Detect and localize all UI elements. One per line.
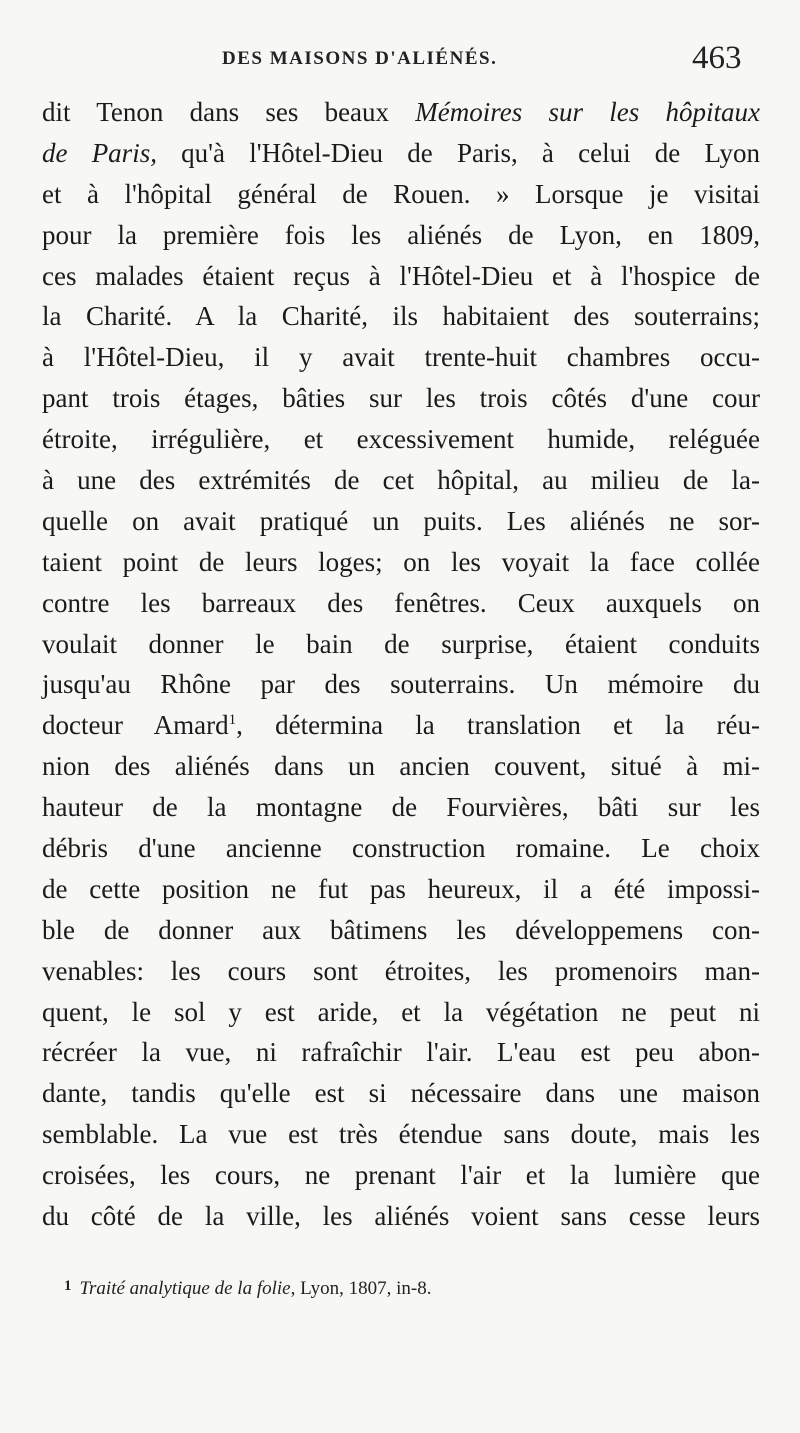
text-run: taient point de leurs loges; on les voyait la face collée	[42, 546, 760, 577]
text-run: ces malades étaient reçus à l'Hôtel-Dieu et à l'hospice de	[42, 260, 760, 291]
text-run: jusqu'au Rhône par des souterrains. Un mémoire du	[42, 669, 760, 700]
text-line	[42, 951, 760, 992]
running-head: DES MAISONS D'ALIÉNÉS.	[222, 48, 498, 69]
text-run: et à l'hôpital général de Rouen. » Lorsque je visitai	[42, 178, 760, 209]
text-run: pour la première fois les aliénés de Lyon, en 1809,	[42, 219, 760, 250]
text-line	[42, 174, 760, 215]
page-header	[0, 40, 800, 80]
text-line	[42, 664, 760, 705]
text-line	[42, 542, 760, 583]
text-line	[42, 1073, 760, 1114]
italic-title: Mémoires sur les hôpitaux	[415, 97, 760, 127]
text-run: venables: les cours sont étroites, les promenoirs man-	[42, 955, 760, 986]
text-line	[42, 869, 760, 910]
text-line	[42, 1032, 760, 1073]
text-run: de cette position ne fut pas heureux, il a été impossi-	[42, 873, 760, 904]
text-run: quelle on avait pratiqué un puits. Les aliénés ne sor-	[42, 505, 760, 536]
text-line	[42, 419, 760, 460]
text-run: du côté de la ville, les aliénés voient sans cesse leurs	[42, 1201, 760, 1232]
footnote-details: , Lyon, 1807, in-8.	[290, 1278, 432, 1299]
text-line	[42, 787, 760, 828]
text-line	[42, 624, 760, 665]
text-line	[42, 256, 760, 297]
text-line	[42, 910, 760, 951]
text-run: quent, le sol y est aride, et la végétation ne peut ni	[42, 996, 760, 1027]
text-run: la Charité. A la Charité, ils habitaient des souterrains;	[42, 301, 760, 332]
text-run: étroite, irrégulière, et excessivement humide, reléguée	[42, 424, 760, 455]
footnote-marker: 1	[64, 1278, 72, 1294]
text-line	[42, 705, 760, 746]
text-line	[42, 746, 760, 787]
text-line	[42, 215, 760, 256]
text-run: voulait donner le bain de surprise, étaient conduits	[42, 628, 760, 659]
footnote-reference[interactable]: 1	[228, 712, 237, 729]
text-line	[42, 1114, 760, 1155]
body-text	[42, 92, 760, 1237]
footnote-work-title: Traité analytique de la folie	[79, 1278, 291, 1299]
page-number: 463	[692, 40, 742, 76]
text-run: dante, tandis qu'elle est si nécessaire dans une maison	[42, 1078, 760, 1109]
text-run: contre les barreaux des fenêtres. Ceux auxquels on	[42, 587, 760, 618]
text-run: dit Tenon dans ses beaux	[42, 97, 416, 127]
text-line	[42, 133, 760, 174]
text-run: à l'Hôtel-Dieu, il y avait trente-huit chambres occu-	[42, 342, 760, 373]
text-line	[42, 92, 760, 133]
text-line	[42, 501, 760, 542]
text-line	[42, 378, 760, 419]
text-run: hauteur de la montagne de Fourvières, bâti sur les	[42, 792, 760, 823]
text-run: semblable. La vue est très étendue sans doute, mais les	[42, 1119, 760, 1150]
text-run: pant trois étages, bâties sur les trois côtés d'une cour	[42, 383, 760, 414]
text-line	[42, 337, 760, 378]
text-run: débris d'une ancienne construction romaine. Le choix	[42, 833, 760, 864]
text-run: croisées, les cours, ne prenant l'air et la lumière que	[42, 1160, 760, 1191]
text-run: nion des aliénés dans un ancien couvent, situé à mi-	[42, 751, 760, 782]
text-line	[42, 583, 760, 624]
text-line	[42, 992, 760, 1033]
text-line	[42, 460, 760, 501]
text-run: récréer la vue, ni rafraîchir l'air. L'eau est peu abon-	[42, 1037, 760, 1068]
text-line	[42, 828, 760, 869]
text-run: ble de donner aux bâtimens les développemens con-	[42, 914, 760, 945]
text-run: qu'à l'Hôtel-Dieu de Paris, à celui de Lyon	[156, 137, 760, 168]
italic-title: de Paris,	[42, 137, 157, 168]
text-line	[42, 1196, 760, 1237]
footnote	[64, 1278, 432, 1300]
text-line	[42, 296, 760, 337]
text-run: à une des extrémités de cet hôpital, au milieu de la-	[42, 465, 760, 496]
text-line	[42, 1155, 760, 1196]
text-run: , détermina la translation et la réu-	[236, 710, 760, 741]
text-run: docteur Amard	[42, 710, 229, 741]
